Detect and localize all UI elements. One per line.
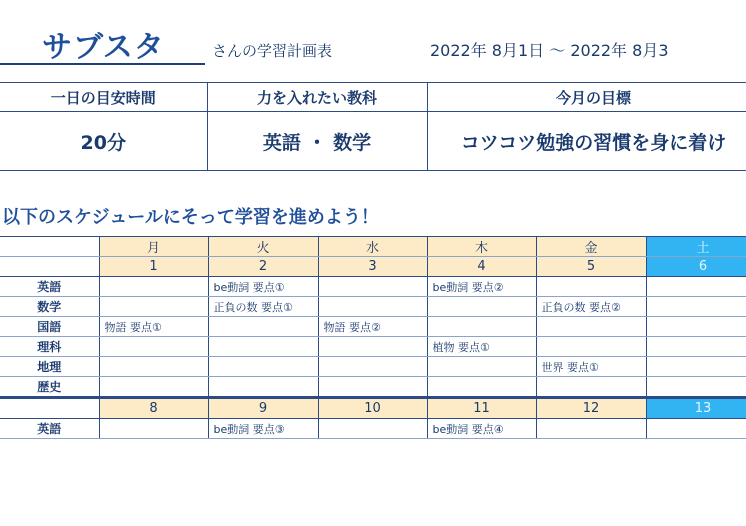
schedule-title: 以下のスケジュールにそって学習を進めよう！ — [2, 207, 379, 228]
weekday-label: 木 — [427, 237, 536, 257]
subject-label: 英語 — [0, 419, 99, 439]
schedule-cell — [536, 419, 646, 439]
schedule-cell — [99, 297, 208, 317]
weekday-label: 土 — [646, 237, 746, 257]
plan-header — [0, 0, 746, 80]
schedule-cell: be動詞 要点② — [427, 277, 536, 297]
schedule-cell: 正負の数 要点② — [536, 297, 646, 317]
schedule-cell — [536, 317, 646, 337]
date-row — [0, 398, 746, 419]
schedule-cell: be動詞 要点③ — [208, 419, 318, 439]
date-label: 13 — [646, 398, 746, 419]
schedule-table — [0, 236, 746, 439]
schedule-cell — [318, 357, 427, 377]
schedule-cell — [646, 357, 746, 377]
subject-label: 理科 — [0, 337, 99, 357]
schedule-cell: 植物 要点① — [427, 337, 536, 357]
date-label: 12 — [536, 398, 646, 419]
schedule-cell: 正負の数 要点① — [208, 297, 318, 317]
schedule-cell — [427, 377, 536, 398]
schedule-cell — [646, 277, 746, 297]
date-label: 3 — [318, 257, 427, 277]
schedule-cell — [318, 419, 427, 439]
schedule-cell — [99, 419, 208, 439]
schedule-cell — [427, 317, 536, 337]
monthly-goal-header: 今月の目標 — [427, 83, 746, 112]
weekday-label: 金 — [536, 237, 646, 257]
schedule-cell — [646, 377, 746, 398]
subject-row — [0, 337, 746, 357]
name-underline — [0, 63, 205, 65]
subject-row — [0, 419, 746, 439]
schedule-cell — [536, 377, 646, 398]
subject-row — [0, 277, 746, 297]
date-label: 5 — [536, 257, 646, 277]
schedule-cell: 物語 要点② — [318, 317, 427, 337]
schedule-cell — [208, 377, 318, 398]
schedule-cell: be動詞 要点① — [208, 277, 318, 297]
subject-row — [0, 297, 746, 317]
plan-period: 2022年 8月1日 ～ 2022年 8月3 — [430, 41, 669, 60]
schedule-cell — [427, 297, 536, 317]
schedule-cell — [99, 337, 208, 357]
subject-row — [0, 377, 746, 398]
schedule-cell — [318, 277, 427, 297]
subject-row — [0, 317, 746, 337]
schedule-cell — [536, 337, 646, 357]
daily-time-value: 20分 — [0, 112, 207, 171]
subject-label: 数学 — [0, 297, 99, 317]
schedule-cell — [536, 277, 646, 297]
subject-label: 英語 — [0, 277, 99, 297]
schedule-cell — [646, 297, 746, 317]
schedule-cell — [208, 357, 318, 377]
schedule-cell — [318, 337, 427, 357]
schedule-cell — [318, 377, 427, 398]
schedule-cell — [427, 357, 536, 377]
subject-row — [0, 357, 746, 377]
date-label: 6 — [646, 257, 746, 277]
date-label: 10 — [318, 398, 427, 419]
schedule-cell — [208, 337, 318, 357]
weekday-row — [0, 237, 746, 257]
schedule-cell: 世界 要点① — [536, 357, 646, 377]
schedule-cell: be動詞 要点④ — [427, 419, 536, 439]
schedule-cell: 物語 要点① — [99, 317, 208, 337]
plan-title-suffix: さんの学習計画表 — [212, 42, 333, 60]
student-name: サブスタ — [42, 30, 165, 65]
corner-cell — [0, 237, 99, 257]
schedule-cell — [646, 419, 746, 439]
date-label: 9 — [208, 398, 318, 419]
subject-label: 地理 — [0, 357, 99, 377]
schedule-cell — [99, 377, 208, 398]
schedule-cell — [646, 317, 746, 337]
focus-subject-value: 英語 ・ 数学 — [207, 112, 427, 171]
schedule-cell — [318, 297, 427, 317]
date-label: 11 — [427, 398, 536, 419]
date-label: 2 — [208, 257, 318, 277]
focus-subject-header: 力を入れたい教科 — [207, 83, 427, 112]
schedule-cell — [208, 317, 318, 337]
summary-table — [0, 82, 746, 171]
date-label: 1 — [99, 257, 208, 277]
date-row-corner — [0, 398, 99, 419]
weekday-label: 水 — [318, 237, 427, 257]
monthly-goal-value: コツコツ勉強の習慣を身に着け — [427, 112, 746, 171]
schedule-cell — [99, 277, 208, 297]
date-row-corner — [0, 257, 99, 277]
subject-label: 国語 — [0, 317, 99, 337]
date-label: 4 — [427, 257, 536, 277]
date-row — [0, 257, 746, 277]
daily-time-header: 一日の目安時間 — [0, 83, 207, 112]
date-label: 8 — [99, 398, 208, 419]
subject-label: 歴史 — [0, 377, 99, 398]
weekday-label: 月 — [99, 237, 208, 257]
weekday-label: 火 — [208, 237, 318, 257]
schedule-cell — [646, 337, 746, 357]
schedule-cell — [99, 357, 208, 377]
